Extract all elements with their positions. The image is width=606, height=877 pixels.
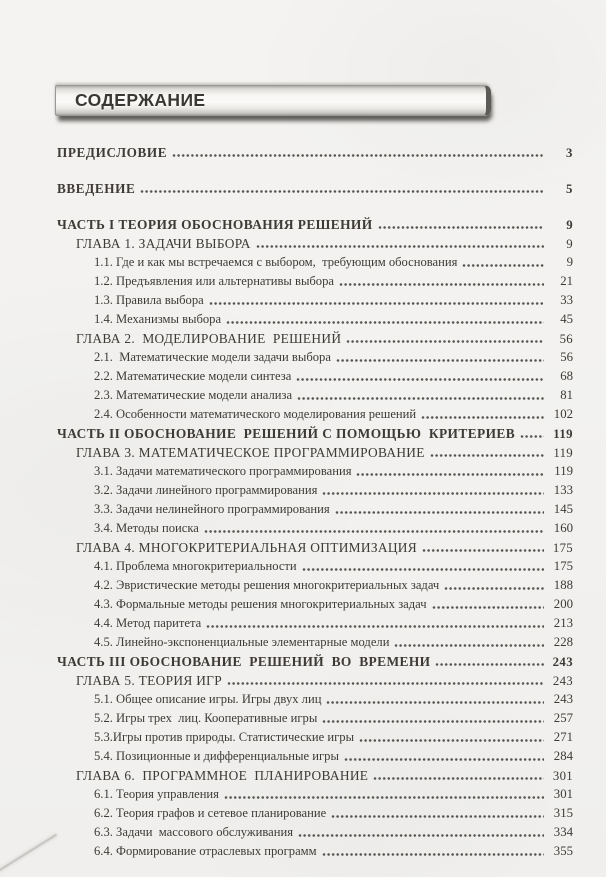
toc-entry-label: ГЛАВА 4. МНОГОКРИТЕРИАЛЬНАЯ ОПТИМИЗАЦИЯ	[76, 540, 418, 555]
toc-entry-label: 2.3. Математические модели анализа	[94, 388, 293, 402]
dot-leader	[344, 757, 544, 762]
toc-entry	[57, 481, 573, 500]
toc-page-number: 21	[560, 274, 573, 288]
toc-entry-label: 1.4. Механизмы выбора	[94, 312, 222, 326]
toc-page-number: 213	[553, 616, 573, 630]
dot-leader	[359, 738, 544, 743]
toc-page-number: 56	[559, 332, 573, 346]
toc-entry-label: 4.2. Эвристические методы решения многокритериальных задач	[94, 578, 440, 592]
dot-leader	[209, 301, 544, 306]
dot-leader	[297, 396, 544, 401]
toc-entry-label: 3.2. Задачи линейного программирования	[94, 483, 318, 497]
toc-page-number: 334	[553, 825, 573, 839]
toc-page-number: 301	[552, 769, 573, 783]
dot-leader	[331, 814, 544, 819]
toc-entry	[57, 538, 573, 557]
toc-entry	[57, 386, 573, 405]
toc-page-number: 271	[553, 730, 573, 744]
toc-page-number: 119	[554, 464, 573, 478]
toc-page-number: 243	[553, 692, 573, 706]
dot-leader	[227, 681, 544, 686]
toc-entry	[57, 747, 573, 766]
dot-leader	[373, 776, 544, 781]
dot-leader	[206, 624, 544, 629]
toc-entry	[57, 690, 573, 709]
toc-entry	[57, 500, 573, 519]
dot-leader	[172, 153, 544, 158]
toc-page-number: 9	[566, 255, 573, 269]
toc-page-number: 3	[566, 146, 573, 160]
toc-entry	[57, 253, 573, 272]
toc-entry-label: 1.3. Правила выбора	[94, 293, 204, 307]
toc-page-number: 315	[553, 806, 573, 820]
toc-entry-label: 3.1. Задачи математического программирования	[94, 464, 352, 478]
toc-entry	[57, 519, 573, 538]
toc-page-number: 5	[566, 182, 573, 196]
toc-entry	[57, 405, 573, 424]
toc-entry	[57, 272, 573, 291]
toc-entry-label: ГЛАВА 3. МАТЕМАТИЧЕСКОЕ ПРОГРАММИРОВАНИЕ	[76, 445, 425, 460]
toc-page-number: 68	[560, 369, 573, 383]
dot-leader	[339, 282, 544, 287]
toc-entry	[57, 348, 573, 367]
toc-page-number: 45	[560, 312, 573, 326]
toc-entry	[57, 443, 573, 462]
toc-entry	[57, 310, 573, 329]
toc-entry-label: ЧАСТЬ I ТЕОРИЯ ОБОСНОВАНИЯ РЕШЕНИЙ	[57, 217, 373, 232]
dot-leader	[322, 852, 544, 857]
toc-page-number: 200	[553, 597, 573, 611]
toc-entry	[57, 823, 573, 842]
toc-entry-label: ПРЕДИСЛОВИЕ	[57, 145, 168, 160]
dot-leader	[336, 358, 544, 363]
toc-entry-label: ГЛАВА 5. ТЕОРИЯ ИГР	[76, 673, 222, 688]
toc-entry-label: 6.2. Теория графов и сетевое планирование	[94, 806, 327, 820]
toc-page-number: 56	[560, 350, 573, 364]
toc-page-number: 243	[552, 674, 573, 688]
toc-page-number: 119	[553, 427, 573, 441]
toc-entry-label: ЧАСТЬ II ОБОСНОВАНИЕ РЕШЕНИЙ С ПОМОЩЬЮ КРИТЕРИЕВ	[57, 426, 516, 441]
dot-leader	[335, 510, 544, 515]
toc-entry	[57, 179, 573, 198]
toc-page-number: 243	[552, 655, 573, 669]
toc-entry	[57, 785, 573, 804]
toc-entry-label: 1.1. Где и как мы встречаемся с выбором, требующим обоснования	[94, 255, 458, 269]
dot-leader	[326, 700, 544, 705]
toc-page-number: 81	[560, 388, 573, 402]
toc-page-number: 301	[553, 787, 573, 801]
dot-leader	[256, 244, 544, 249]
toc-entry	[57, 804, 573, 823]
toc-entry	[57, 143, 573, 162]
contents-title: СОДЕРЖАНИЕ	[75, 90, 206, 110]
toc-entry	[57, 557, 573, 576]
toc-page-number: 33	[560, 293, 573, 307]
dot-leader	[520, 434, 544, 439]
toc-entry-label: 4.1. Проблема многокритериальности	[94, 559, 297, 573]
dot-leader	[432, 605, 544, 610]
toc-entry-label: 2.1. Математические модели задачи выбора	[94, 350, 331, 364]
toc-entry-label: 3.3. Задачи нелинейного программирования	[94, 502, 330, 516]
toc-entry-label: 4.3. Формальные методы решения многокритериальных задач	[94, 597, 427, 611]
toc-entry-label: 4.4. Метод паритета	[94, 616, 202, 630]
paper-crease	[0, 834, 57, 873]
toc-entry	[57, 424, 573, 443]
dot-leader	[204, 529, 544, 534]
toc-entry-label: 5.1. Общее описание игры. Игры двух лиц	[94, 692, 322, 706]
toc-page-number: 355	[553, 844, 573, 858]
toc-page-number: 188	[553, 578, 573, 592]
toc-entry	[57, 766, 573, 785]
toc-entry	[57, 633, 573, 652]
contents-banner	[55, 85, 491, 116]
toc-entry-label: 6.4. Формирование отраслевых программ	[94, 844, 317, 858]
dot-leader	[435, 662, 544, 667]
toc-entry	[57, 576, 573, 595]
toc-entry	[57, 215, 573, 234]
toc-entry	[57, 367, 573, 386]
dot-leader	[422, 548, 544, 553]
toc-entry-label: ГЛАВА 1. ЗАДАЧИ ВЫБОРА	[76, 236, 251, 251]
toc-entry-label: 3.4. Методы поиска	[94, 521, 199, 535]
toc-entry	[57, 462, 573, 481]
toc-entry	[57, 614, 573, 633]
toc-entry-label: 5.2. Игры трех лиц. Кооперативные игры	[94, 711, 318, 725]
dot-leader	[302, 567, 544, 572]
dot-leader	[356, 472, 544, 477]
toc-entry	[57, 652, 573, 671]
toc-entry	[57, 329, 573, 348]
toc-entry	[57, 671, 573, 690]
toc-page-number: 9	[566, 237, 573, 251]
toc-entry-label: ВВЕДЕНИЕ	[57, 181, 136, 196]
toc-page-number: 102	[553, 407, 573, 421]
toc-page-number: 160	[553, 521, 573, 535]
toc-page-number: 175	[553, 559, 573, 573]
dot-leader	[322, 491, 544, 496]
toc-page-number: 257	[553, 711, 573, 725]
dot-leader	[421, 415, 544, 420]
toc-entry-label: ЧАСТЬ III ОБОСНОВАНИЕ РЕШЕНИЙ ВО ВРЕМЕНИ	[57, 654, 431, 669]
dot-leader	[298, 833, 544, 838]
toc-entry	[57, 595, 573, 614]
dot-leader	[322, 719, 544, 724]
toc-page-number: 133	[553, 483, 573, 497]
dot-leader	[346, 339, 544, 344]
dot-leader	[224, 795, 544, 800]
toc-entry-label: 6.1. Теория управления	[94, 787, 219, 801]
dot-leader	[226, 320, 544, 325]
dot-leader	[378, 225, 544, 230]
toc-entry	[57, 709, 573, 728]
toc-entry-label: 5.3.Игры против природы. Статистические игры	[94, 730, 355, 744]
toc-page-number: 228	[553, 635, 573, 649]
toc-page-number: 9	[566, 218, 573, 232]
dot-leader	[296, 377, 544, 382]
toc-page-number: 175	[552, 541, 573, 555]
toc-page-number: 119	[553, 446, 573, 460]
dot-leader	[394, 643, 544, 648]
toc-page-number: 145	[553, 502, 573, 516]
toc-list	[57, 143, 573, 861]
toc-entry	[57, 234, 573, 253]
dot-leader	[430, 453, 544, 458]
toc-entry	[57, 728, 573, 747]
toc-entry-label: 6.3. Задачи массового обслуживания	[94, 825, 293, 839]
toc-entry	[57, 842, 573, 861]
toc-entry-label: ГЛАВА 6. ПРОГРАММНОЕ ПЛАНИРОВАНИЕ	[76, 768, 369, 783]
toc-entry-label: ГЛАВА 2. МОДЕЛИРОВАНИЕ РЕШЕНИЙ	[76, 331, 342, 346]
toc-entry-label: 4.5. Линейно-экспоненциальные элементарные модели	[94, 635, 390, 649]
dot-leader	[444, 586, 544, 591]
toc-entry-label: 2.2. Математические модели синтеза	[94, 369, 292, 383]
toc-entry-label: 5.4. Позиционные и дифференциальные игры	[94, 749, 339, 763]
toc-entry-label: 2.4. Особенности математического моделирования решений	[94, 407, 417, 421]
dot-leader	[462, 263, 544, 268]
toc-entry-label: 1.2. Предъявления или альтернативы выбора	[94, 274, 334, 288]
toc-page-number: 284	[553, 749, 573, 763]
dot-leader	[140, 189, 544, 194]
toc-entry	[57, 291, 573, 310]
